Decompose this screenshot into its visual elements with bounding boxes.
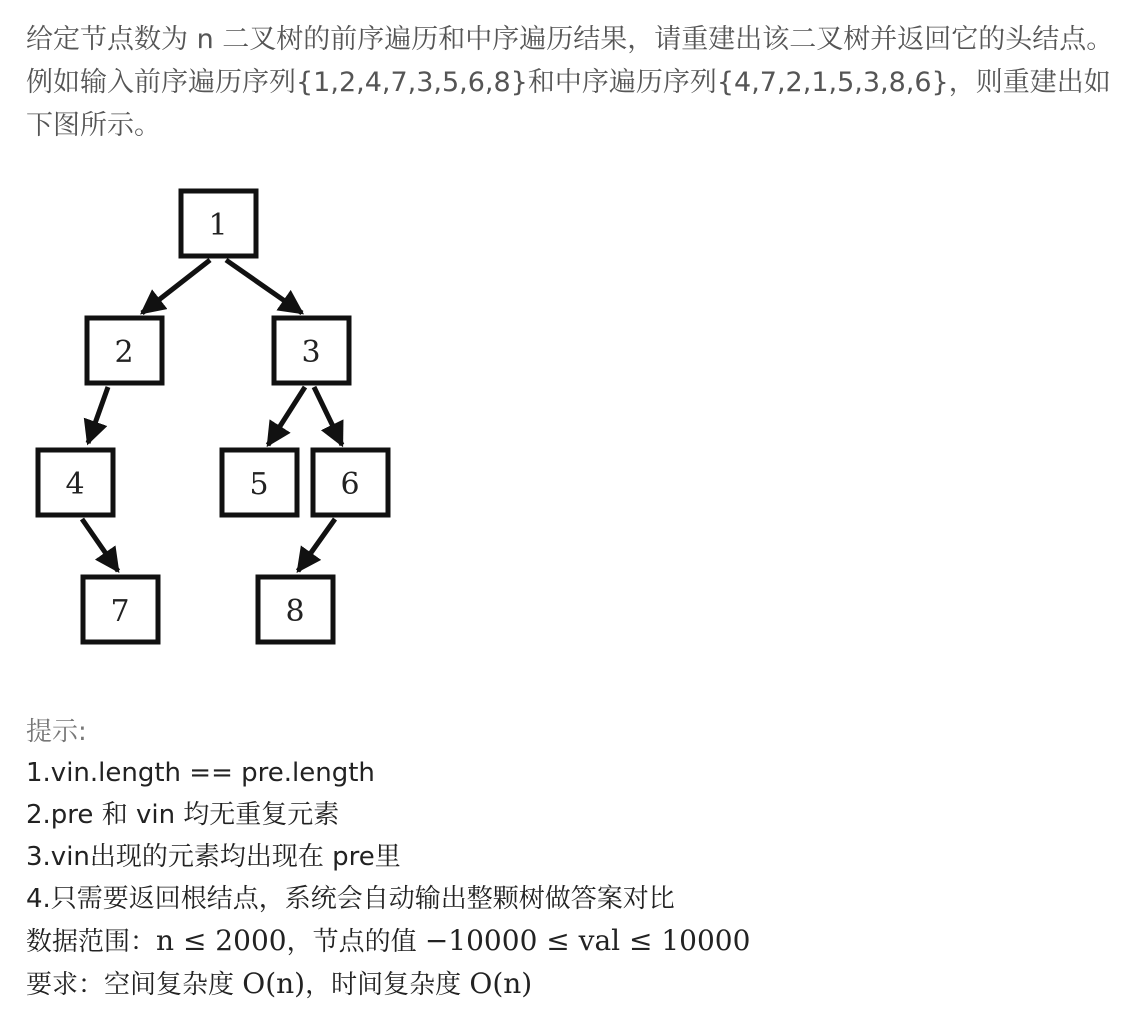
- edge-1-2: [142, 260, 210, 313]
- tree-node-8: [258, 577, 333, 642]
- tree-node-label: 8: [285, 594, 305, 629]
- hints-list: [26, 752, 750, 1006]
- binary-tree-figure: [30, 185, 400, 650]
- tree-node-3: [274, 318, 349, 383]
- requirement-prefix: 要求：空间复杂度: [26, 970, 243, 1000]
- description-line-2: 例如输入前序遍历序列{1,2,4,7,3,5,6,8}和中序遍历序列{4,7,2,1,5,3,8,6}，则重建出如下图所示。: [26, 67, 1111, 141]
- hint-item-1: 1.vin.length == pre.length: [26, 758, 375, 788]
- space-complexity: O(n): [242, 967, 306, 1000]
- requirement-line: [26, 963, 750, 1006]
- data-range-val: −10000 ≤ val ≤ 10000: [424, 924, 751, 957]
- edge-1-3: [226, 260, 302, 313]
- requirement-separator: ，时间复杂度: [305, 970, 470, 1000]
- tree-node-label: 5: [249, 467, 269, 502]
- data-range-separator: ，节点的值: [286, 927, 425, 957]
- edge-4-7: [82, 519, 118, 571]
- tree-node-6: [313, 450, 388, 515]
- edge-3-6: [314, 387, 342, 445]
- tree-node-2: [87, 318, 162, 383]
- tree-node-label: 7: [110, 594, 130, 629]
- tree-node-label: 6: [340, 467, 360, 502]
- data-range-prefix: 数据范围：: [26, 927, 157, 957]
- hints-title: 提示:: [26, 717, 87, 747]
- tree-node-label: 2: [114, 335, 134, 370]
- tree-node-label: 4: [65, 467, 85, 502]
- description-line-1: 给定节点数为 n 二叉树的前序遍历和中序遍历结果，请重建出该二叉树并返回它的头结点。: [26, 24, 1114, 55]
- hint-item-4: 4.只需要返回根结点，系统会自动输出整颗树做答案对比: [26, 884, 675, 914]
- data-range-line: [26, 920, 750, 963]
- edge-3-5: [268, 387, 305, 445]
- edge-2-4: [88, 387, 108, 443]
- edge-6-8: [298, 519, 335, 571]
- tree-node-4: [38, 450, 113, 515]
- tree-node-5: [222, 450, 297, 515]
- tree-node-label: 3: [301, 335, 321, 370]
- tree-node-7: [83, 577, 158, 642]
- tree-node-label: 1: [208, 208, 228, 243]
- hint-item-3: 3.vin出现的元素均出现在 pre里: [26, 842, 401, 872]
- hint-item-2: 2.pre 和 vin 均无重复元素: [26, 800, 340, 830]
- time-complexity: O(n): [469, 967, 533, 1000]
- problem-description: [26, 18, 1121, 147]
- tree-node-1: [181, 191, 256, 256]
- binary-tree-svg: [30, 185, 400, 650]
- data-range-n: n ≤ 2000: [156, 924, 287, 957]
